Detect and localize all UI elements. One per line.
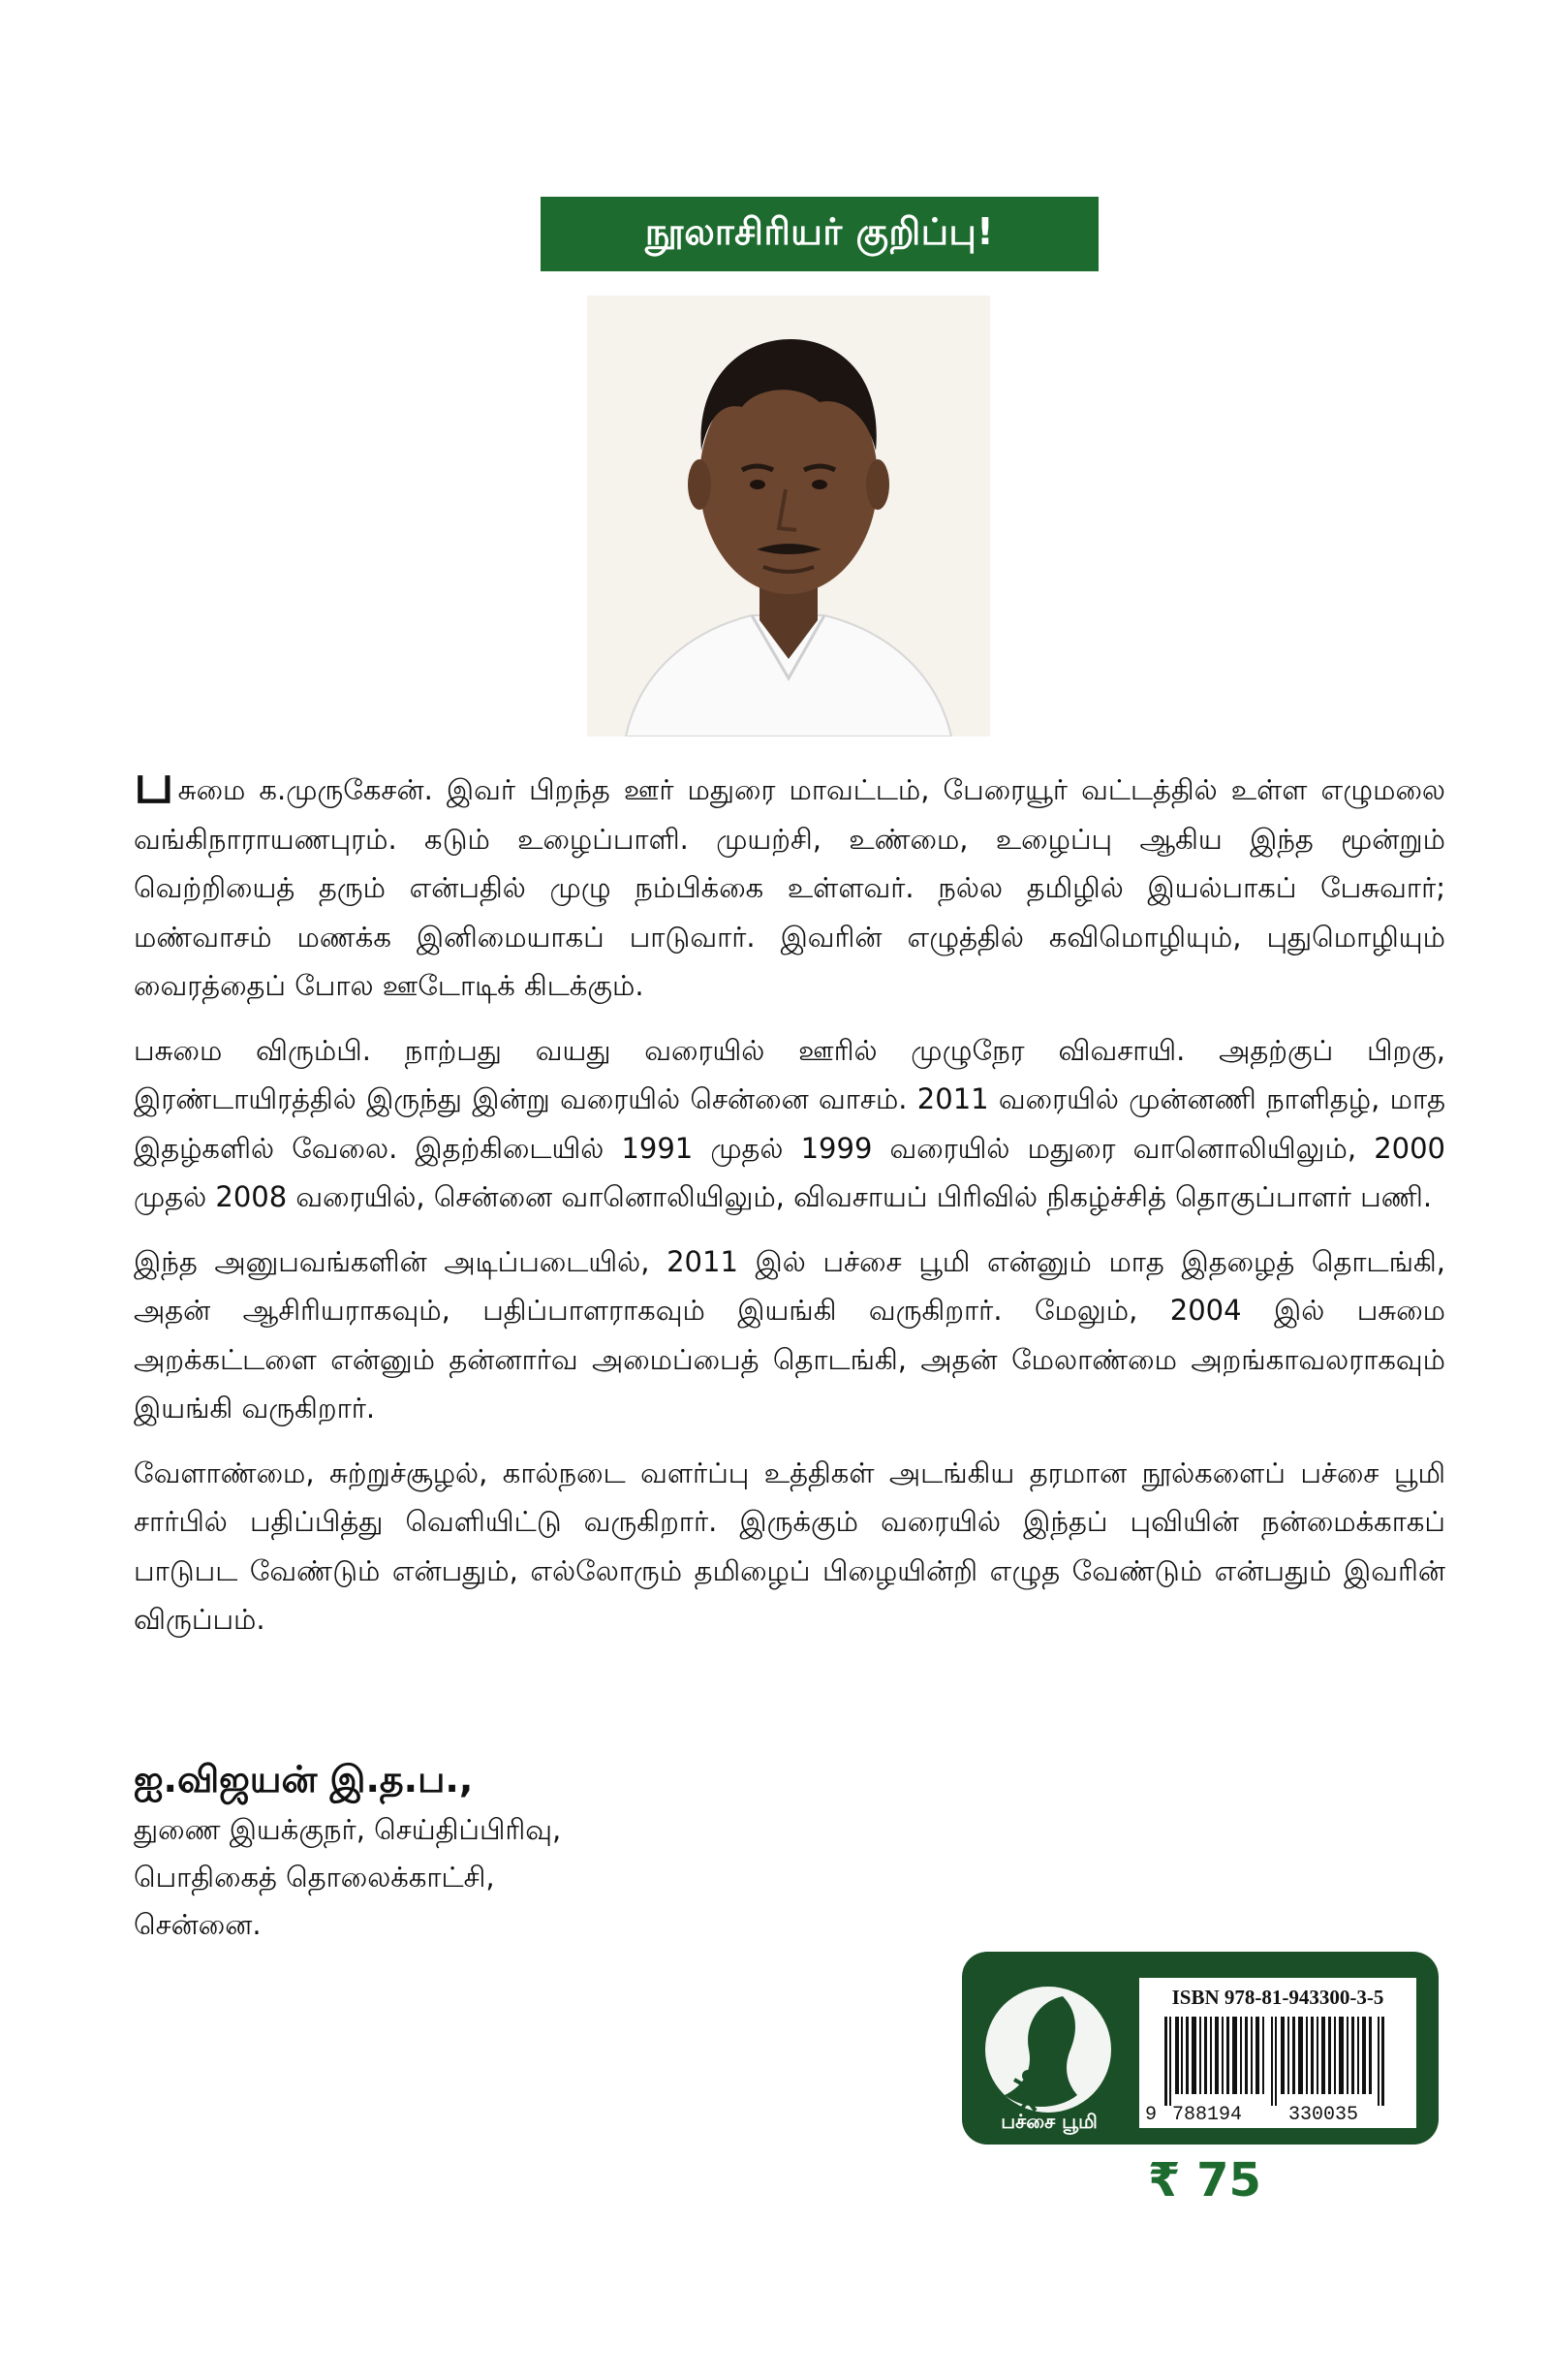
signatory-name: ஐ.விஜயன் இ.த.ப., [134,1758,474,1801]
publisher-logo [985,1987,1111,2113]
bio-paragraph [134,753,1445,1011]
signatory-organization: பொதிகைத் தொலைக்காட்சி, [134,1861,495,1894]
drop-cap: ப [134,753,174,816]
barcode [1151,2017,1405,2106]
bio-paragraph-1-text: சுமை க.முருகேசன். இவர் பிறந்த ஊர் மதுரை மாவட்டம், பேரையூர் வட்டத்தில் உள்ள எழுமலை வங்கிநாராயணபுரம். கடும் உழைப்பாளி. முயற்சி, உண்மை, உழைப்பு ஆகிய இந்த மூன்றும் வெற்றியைத் தரும் என்பதில் முழு நம்பிக்கை உள்ளவர். நல்ல தமிழில் இயல்பாகப் பேசுவார்; மண்வாசம் மணக்க இனிமையாகப் பாடுவார். இவரின் எழுத்தில் கவிமொழியும், புதுமொழியும் வைரத்தைப் போல ஊடோடிக் கிடக்கும். [134,773,1445,1002]
barcode-digit-lead: 9 [1145,2104,1158,2126]
signatory-title: துணை இயக்குநர், செய்திப்பிரிவு, [134,1813,562,1846]
barcode-digit-group-2: 330035 [1288,2104,1359,2126]
bio-paragraph: இந்த அனுபவங்களின் அடிப்படையில், 2011 இல் பச்சை பூமி என்னும் மாத இதழைத் தொடங்கி, அதன் ஆசிரியராகவும், பதிப்பாளராகவும் இயங்கி வருகிறார். மேலும், 2004 இல் பசுமை அறக்கட்டளை என்னும் தன்னார்வ அமைப்பைத் தொடங்கி, அதன் மேலாண்மை அறங்காவலராகவும் இயங்கி வருகிறார். [134,1244,1445,1425]
barcode-digit-group-1: 788194 [1172,2104,1243,2126]
signature-block [134,1752,812,1949]
section-title: நூலாசிரியர் குறிப்பு! [541,197,1099,271]
publisher-panel [962,1952,1439,2145]
barcode-panel [1139,1978,1416,2128]
author-bio [134,753,1445,1660]
publisher-name: பச்சை பூமி [1001,2110,1098,2133]
signatory-city: சென்னை. [134,1908,262,1941]
price-label: ₹ 75 [1148,2153,1261,2208]
isbn-label: ISBN 978-81-943300-3-5 [1171,1986,1384,2009]
bio-paragraph: பசுமை விரும்பி. நாற்பது வயது வரையில் ஊரில் முழுநேர விவசாயி. அதற்குப் பிறகு, இரண்டாயிரத்தில் இருந்து இன்று வரையில் சென்னை வாசம். 2011 வரையில் முன்னணி நாளிதழ், மாத இதழ்களில் வேலை. இதற்கிடையில் 1991 முதல் 1999 வரையில் மதுரை வானொலியிலும், 2000 முதல் 2008 வரையில், சென்னை வானொலியிலும், விவசாயப் பிரிவில் நிகழ்ச்சித் தொகுப்பாளர் பணி. [134,1033,1445,1213]
author-photo [587,296,990,736]
bio-paragraph: வேளாண்மை, சுற்றுச்சூழல், கால்நடை வளர்ப்பு உத்திகள் அடங்கிய தரமான நூல்களைப் பச்சை பூமி சார்பில் பதிப்பித்து வெளியிட்டு வருகிறார். இருக்கும் வரையில் இந்தப் புவியின் நன்மைக்காகப் பாடுபட வேண்டும் என்பதும், எல்லோரும் தமிழைப் பிழையின்றி எழுத வேண்டும் என்பதும் இவரின் விருப்பம். [134,1456,1445,1636]
